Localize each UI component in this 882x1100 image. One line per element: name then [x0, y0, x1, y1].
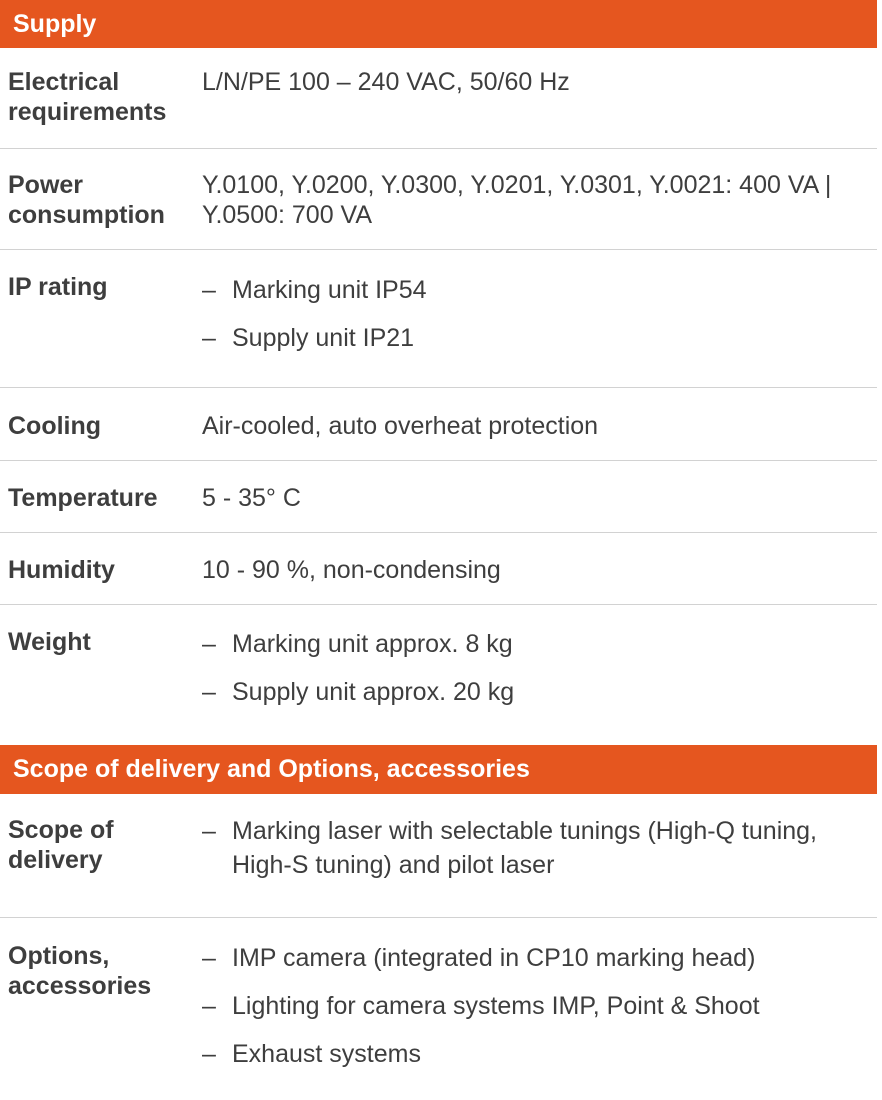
spec-label: Cooling	[8, 412, 102, 440]
list-item	[202, 273, 872, 307]
list-item-text: Marking laser with selectable tunings (High-Q tuning, High-S tuning) and pilot laser	[232, 817, 817, 879]
bullet-dash: –	[202, 324, 216, 352]
bullet-dash: –	[202, 1040, 216, 1068]
spec-row-humidity	[0, 533, 877, 605]
list-item	[202, 675, 872, 709]
spec-row-scope-of-delivery	[0, 794, 877, 918]
spec-value: Y.0100, Y.0200, Y.0300, Y.0201, Y.0301, Y.0021: 400 VA | Y.0500: 700 VA	[202, 171, 832, 229]
list-item	[202, 941, 872, 975]
spec-value: 10 - 90 %, non-condensing	[202, 556, 501, 584]
list-item	[202, 627, 872, 661]
spec-row-cooling	[0, 389, 877, 461]
spec-row-electrical	[0, 48, 877, 149]
spec-value: L/N/PE 100 – 240 VAC, 50/60 Hz	[202, 68, 570, 96]
section-title: Scope of delivery and Options, accessories	[13, 755, 530, 783]
bullet-list	[202, 814, 822, 896]
list-item-text: Supply unit IP21	[232, 324, 415, 352]
spec-label: Options, accessories	[8, 942, 152, 1000]
section-title: Supply	[13, 10, 97, 38]
bullet-dash: –	[202, 944, 216, 972]
spec-label: Humidity	[8, 556, 115, 584]
spec-label: Scope of delivery	[8, 816, 114, 874]
list-item	[202, 814, 822, 882]
spec-row-weight	[0, 605, 877, 743]
bullet-list	[202, 627, 872, 723]
spec-label: Weight	[8, 628, 91, 656]
list-item-text: Lighting for camera systems IMP, Point & Shoot	[232, 992, 760, 1020]
list-item-text: Exhaust systems	[232, 1040, 421, 1068]
list-item-text: IMP camera (integrated in CP10 marking head)	[232, 944, 756, 972]
list-item	[202, 321, 872, 355]
spec-value: Air-cooled, auto overheat protection	[202, 412, 599, 440]
spec-label: Electrical requirements	[8, 68, 167, 126]
bullet-list	[202, 941, 872, 1085]
bullet-dash: –	[202, 817, 216, 845]
spec-label: Power consumption	[8, 171, 165, 229]
list-item-text: Supply unit approx. 20 kg	[232, 678, 515, 706]
list-item-text: Marking unit IP54	[232, 276, 427, 304]
bullet-dash: –	[202, 276, 216, 304]
spec-value: 5 - 35° C	[202, 484, 301, 512]
spec-row-power	[0, 149, 877, 250]
list-item-text: Marking unit approx. 8 kg	[232, 630, 513, 658]
list-item	[202, 989, 872, 1023]
bullet-list	[202, 273, 872, 369]
bullet-dash: –	[202, 678, 216, 706]
section-header-delivery	[0, 745, 877, 794]
spec-row-options-accessories	[0, 919, 877, 1099]
section-header-supply	[0, 0, 877, 48]
bullet-dash: –	[202, 992, 216, 1020]
list-item	[202, 1037, 872, 1071]
spec-row-temperature	[0, 461, 877, 533]
spec-label: IP rating	[8, 273, 108, 301]
spec-label: Temperature	[8, 484, 158, 512]
spec-row-ip-rating	[0, 251, 877, 388]
bullet-dash: –	[202, 630, 216, 658]
